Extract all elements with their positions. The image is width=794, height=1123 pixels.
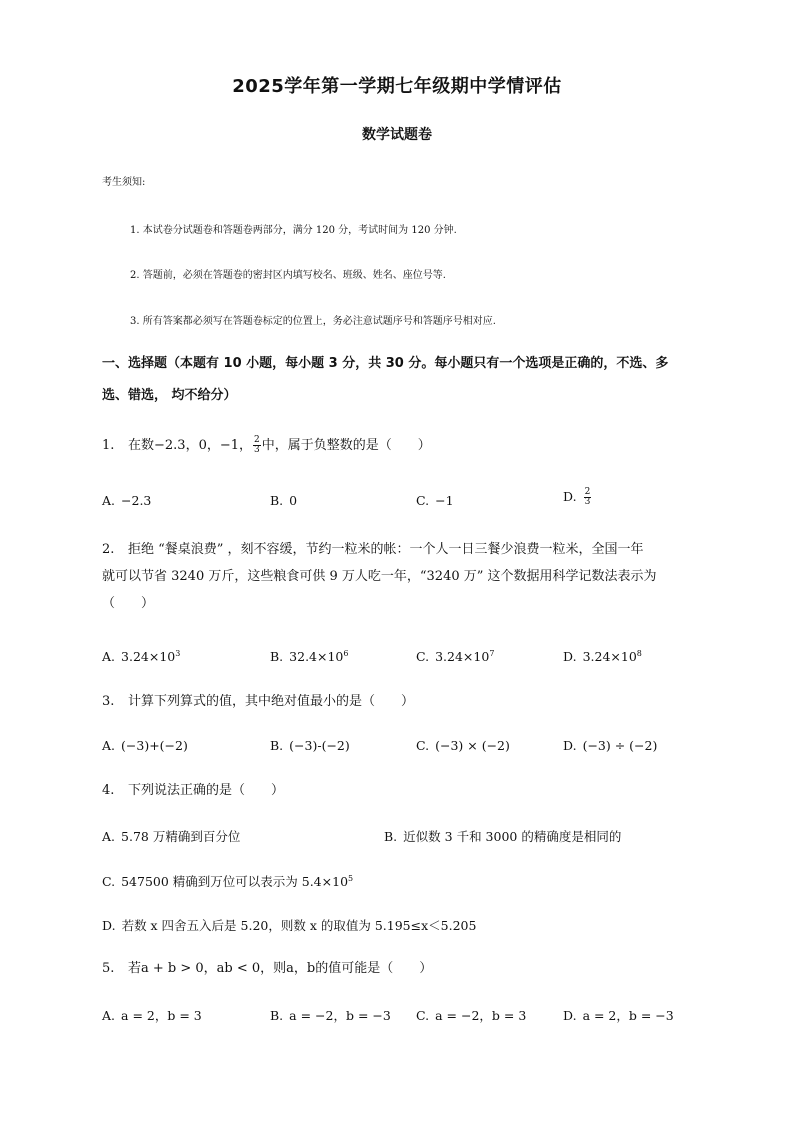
q4-option-a: A. 5.78 万精确到百分位 — [102, 829, 241, 844]
page-subtitle: 数学试题卷 — [362, 127, 432, 143]
question-2 — [102, 536, 702, 617]
section-heading-line-2: 选、错选， 均不给分） — [102, 388, 237, 403]
q3-option-d: D. (−3) ÷ (−2) — [563, 738, 658, 753]
q2-option-b: B. $32.4\times 10^6$ — [270, 649, 349, 665]
fraction: $\frac{2}{3}$ — [584, 487, 591, 507]
question-text: 下列说法正确的是（ ） — [128, 783, 285, 798]
fraction-denominator: 3 — [254, 445, 260, 455]
question-text-line-1: 拒绝 “餐桌浪费” ，刻不容缓，节约一粒米的帐：一个人一日三餐少浪费一粒米，全国一年 — [128, 542, 644, 557]
q2-option-c: C. $3.24\times 10^7$ — [416, 649, 495, 665]
q4-option-d: D. 若数 x 四舍五入后是 5.20，则数 x 的取值为 5.195≤x＜5.205 — [102, 918, 477, 933]
notice-item-1: 1. 本试卷分试题卷和答题卷两部分，满分 120 分，考试时间为 120 分钟. — [130, 225, 457, 236]
question-number: 3. — [102, 694, 115, 709]
question-3 — [102, 688, 702, 715]
q1-option-b: B. 0 — [270, 493, 298, 508]
question-text: 计算下列算式的值，其中绝对值最小的是（ ） — [128, 694, 415, 709]
q3-option-a: A. (−3)+(−2) — [102, 738, 188, 753]
question-5 — [102, 955, 702, 982]
q1-option-a: A. −2.3 — [102, 493, 152, 508]
q3-option-b: B. (−3)-(−2) — [270, 738, 350, 753]
question-text-line-3: （ ） — [102, 596, 155, 611]
question-text-line-2: 就可以节省 3240 万斤，这些粮食可供 9 万人吃一年，“3240 万” 这个数据用科学记数法表示为 — [102, 569, 657, 584]
question-number: 4. — [102, 783, 115, 798]
fraction-numerator: 2 — [254, 435, 260, 445]
section-heading-line-1: 一、选择题（本题有 10 小题，每小题 3 分，共 30 分。每小题只有一个选项是正确的，不选、多 — [102, 356, 669, 371]
q4-option-b: B. 近似数 3 千和 3000 的精确度是相同的 — [384, 829, 622, 844]
question-text-post: 中，属于负整数的是（ ） — [261, 438, 431, 453]
q2-option-d: D. $3.24\times 10^8$ — [563, 649, 642, 665]
notice-item-2: 2. 答题前，必须在答题卷的密封区内填写校名、班级、姓名、座位号等. — [130, 270, 446, 281]
fraction — [253, 436, 261, 455]
question-4 — [102, 777, 702, 804]
q5-option-a: A. a = 2，b = 3 — [102, 1008, 202, 1023]
question-text-pre: 在数−2.3，0，−1， — [128, 438, 253, 453]
q3-option-c: C. (−3) × (−2) — [416, 738, 510, 753]
notice-label: 考生须知: — [102, 177, 146, 188]
q1-option-c: C. −1 — [416, 493, 454, 508]
page-title: 2025学年第一学期七年级期中学情评估 — [232, 76, 562, 97]
section-heading — [102, 348, 702, 412]
q5-option-c: C. a = −2，b = 3 — [416, 1008, 527, 1023]
notice-item-3: 3. 所有答案都必须写在答题卷标定的位置上，务必注意试题序号和答题序号相对应. — [130, 316, 496, 327]
q5-option-b: B. a = −2，b = −3 — [270, 1008, 391, 1023]
q5-option-d: D. a = 2，b = −3 — [563, 1008, 674, 1023]
question-text: 若a + b > 0，ab < 0，则a，b的值可能是（ ） — [128, 961, 433, 976]
q1-option-d: D. $\frac{2}{3}$ — [563, 487, 591, 507]
question-number: 2. — [102, 542, 115, 557]
q2-option-a: A. $3.24\times 10^3$ — [102, 649, 181, 665]
question-number: 1. — [102, 438, 115, 453]
question-1 — [102, 432, 702, 459]
q4-option-c: C. 547500 精确到万位可以表示为 $5.4\times 10^5$ — [102, 873, 354, 889]
question-number: 5. — [102, 961, 115, 976]
